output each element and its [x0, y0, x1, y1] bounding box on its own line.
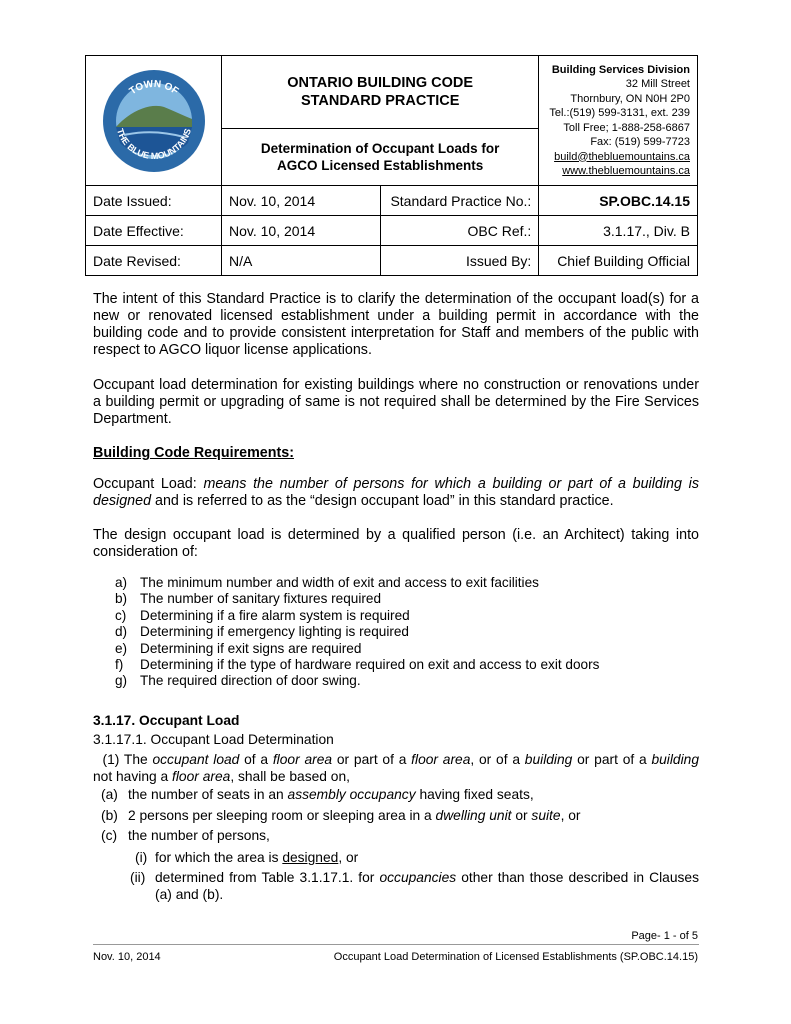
clause-b: (b) 2 persons per sleeping room or sleeping area in a dwelling unit or suite, or [101, 808, 581, 823]
document-title: ONTARIO BUILDING CODE STANDARD PRACTICE [222, 56, 539, 129]
logo-cell [86, 56, 222, 186]
address-line: Toll Free; 1-888-258-6867 [563, 121, 690, 134]
occupant-load-definition: Occupant Load: means the number of persons for which a building or part of a building is designed and is referred to as the “design occupant load” in this standard practice. [93, 476, 699, 509]
subsection-heading: 3.1.17.1. Occupant Load Determination [93, 732, 334, 747]
considerations-list [115, 575, 599, 690]
intro-paragraph: The intent of this Standard Practice is to clarify the determination of the occupant load(s) for a new or renovated licensed establishment under a building permit in accordance with the building code and to provide consistent interpretation for Staff and members of the public with respect to AGCO liquor license applications. [93, 291, 699, 358]
list-item: g) The required direction of door swing. [115, 673, 361, 689]
meta-label: Date Issued: [86, 186, 222, 216]
address-line: Thornbury, ON N0H 2P0 [570, 92, 690, 105]
clause-c: (c) the number of persons, [101, 828, 270, 843]
meta-row [86, 186, 698, 216]
clause-c-ii: (ii) determined from Table 3.1.17.1. for occupancies other than those described in Clauses (a) and (b). [130, 870, 699, 902]
meta-value: Nov. 10, 2014 [222, 186, 381, 216]
meta-value: 3.1.17., Div. B [539, 216, 698, 246]
list-item: e) Determining if exit signs are required [115, 640, 362, 656]
requirements-heading: Building Code Requirements: [93, 445, 294, 461]
footer-title: Occupant Load Determination of Licensed Establishments (SP.OBC.14.15) [333, 951, 698, 963]
email-link[interactable]: build@thebluemountains.ca [554, 150, 690, 163]
logo-top-text: TOWN OF [127, 78, 180, 97]
document-subtitle: Determination of Occupant Loads for AGCO Licensed Establishments [222, 129, 539, 186]
header-table [85, 55, 698, 276]
meta-label: OBC Ref.: [380, 216, 539, 246]
logo-bottom-text: THE BLUE MOUNTAINS [114, 126, 193, 161]
list-item: b) The number of sanitary fixtures required [115, 591, 382, 607]
meta-label: Standard Practice No.: [380, 186, 539, 216]
town-logo [102, 69, 206, 173]
meta-row [86, 216, 698, 246]
meta-value: SP.OBC.14.15 [539, 186, 698, 216]
meta-label: Issued By: [380, 246, 539, 276]
page-number: Page- 1 - of 5 [631, 930, 698, 942]
design-load-intro: The design occupant load is determined by a qualified person (i.e. an Architect) taking into consideration of: [93, 527, 699, 560]
list-item: a) The minimum number and width of exit and access to exit facilities [115, 575, 539, 590]
meta-value: Nov. 10, 2014 [222, 216, 381, 246]
section-heading: 3.1.17. Occupant Load [93, 713, 240, 728]
meta-value: N/A [222, 246, 381, 276]
clause-1: (1) The occupant load of a floor area or part of a floor area, or of a building or part of a building not having a floor area, shall be based on, [93, 752, 699, 784]
existing-buildings-paragraph: Occupant load determination for existing buildings where no construction or renovations under a building permit or upgrading of same is not required shall be determined by the Fire Services Department. [93, 377, 699, 427]
division-name: Building Services Division [551, 63, 690, 76]
meta-row [86, 246, 698, 276]
address-line: Tel.:(519) 599-3131, ext. 239 [549, 107, 690, 119]
clause-a: (a) the number of seats in an assembly occupancy having fixed seats, [101, 787, 534, 802]
meta-label: Date Revised: [86, 246, 222, 276]
contact-block [539, 56, 698, 186]
address-line: Fax: (519) 599-7723 [590, 136, 690, 148]
list-item: d) Determining if emergency lighting is required [115, 624, 409, 640]
website-link[interactable]: www.thebluemountains.ca [562, 165, 690, 177]
clause-c-i: (i) for which the area is designed, or [135, 850, 359, 865]
meta-value: Chief Building Official [539, 246, 698, 276]
footer-date: Nov. 10, 2014 [93, 951, 161, 963]
list-item: f) Determining if the type of hardware required on exit and access to exit doors [115, 657, 600, 673]
footer-divider [93, 944, 699, 945]
address-line: 32 Mill Street [625, 78, 690, 90]
meta-label: Date Effective: [86, 216, 222, 246]
list-item: c) Determining if a fire alarm system is required [115, 607, 410, 623]
